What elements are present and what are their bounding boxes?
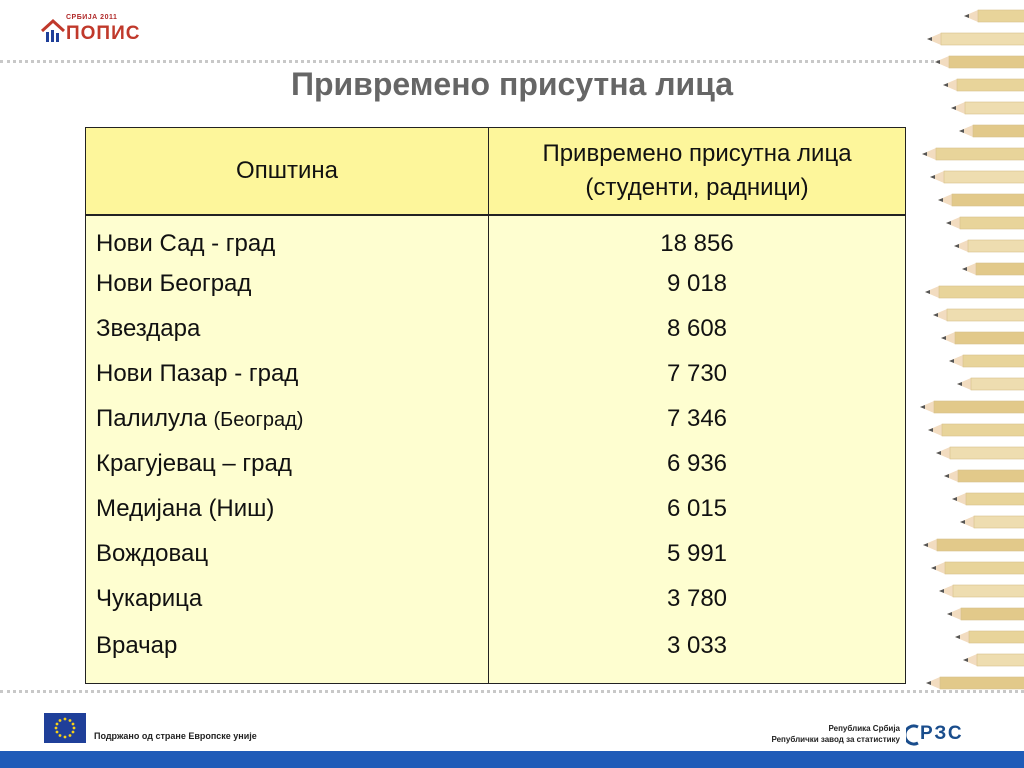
row-municipality bbox=[86, 396, 489, 441]
row-value: 5 991 bbox=[489, 531, 906, 576]
row-municipality-sub: (Београд) bbox=[213, 408, 304, 431]
row-municipality: Вождовац bbox=[86, 531, 489, 576]
header-value bbox=[489, 128, 906, 216]
row-value: 6 015 bbox=[489, 486, 906, 531]
table-row bbox=[86, 621, 906, 684]
rzs-line1: Република Србија bbox=[828, 724, 900, 733]
row-municipality: Врачар bbox=[86, 621, 489, 684]
logo-name: ПОПИС bbox=[66, 23, 141, 44]
table-row bbox=[86, 306, 906, 351]
table-row bbox=[86, 486, 906, 531]
rzs-circle-icon bbox=[906, 724, 920, 746]
popis-logo bbox=[40, 14, 140, 48]
row-value: 3 780 bbox=[489, 576, 906, 621]
table-row bbox=[86, 396, 906, 441]
data-table bbox=[85, 127, 906, 684]
row-value: 7 730 bbox=[489, 351, 906, 396]
row-municipality-name: Палилула bbox=[96, 404, 207, 432]
eu-flag-icon bbox=[44, 713, 86, 743]
top-dotted-divider bbox=[0, 60, 1024, 63]
row-value: 3 033 bbox=[489, 621, 906, 684]
header-value-line2: (студенти, радници) bbox=[585, 174, 809, 201]
bottom-dotted-divider bbox=[0, 690, 1024, 693]
bottom-blue-bar bbox=[0, 751, 1024, 768]
pencil-border-decoration bbox=[905, 0, 1024, 690]
row-value: 7 346 bbox=[489, 396, 906, 441]
table-header-row bbox=[86, 128, 906, 216]
table-row bbox=[86, 531, 906, 576]
house-icon bbox=[40, 18, 66, 44]
row-value: 18 856 bbox=[489, 215, 906, 261]
page-title: Привремено присутна лица bbox=[290, 66, 734, 102]
row-value: 9 018 bbox=[489, 261, 906, 306]
table-row bbox=[86, 215, 906, 261]
rzs-line2: Републички завод за статистику bbox=[771, 735, 900, 744]
table-row bbox=[86, 351, 906, 396]
row-municipality: Нови Београд bbox=[86, 261, 489, 306]
header-value-line1: Привремено присутна лица bbox=[542, 140, 852, 167]
row-value: 8 608 bbox=[489, 306, 906, 351]
row-value: 6 936 bbox=[489, 441, 906, 486]
rzs-logo-text: РЗС bbox=[920, 723, 964, 744]
row-municipality: Чукарица bbox=[86, 576, 489, 621]
header-municipality: Општина bbox=[86, 128, 489, 216]
table-row bbox=[86, 261, 906, 306]
rzs-logo bbox=[906, 722, 986, 748]
table-row bbox=[86, 576, 906, 621]
row-municipality: Нови Сад - град bbox=[86, 215, 489, 261]
logo-year: СРБИЈА 2011 bbox=[66, 14, 118, 21]
row-municipality: Нови Пазар - град bbox=[86, 351, 489, 396]
rzs-org-text bbox=[760, 723, 900, 745]
row-municipality: Медијана (Ниш) bbox=[86, 486, 489, 531]
row-municipality: Крагујевац – град bbox=[86, 441, 489, 486]
table-row bbox=[86, 441, 906, 486]
eu-support-text: Подржано од стране Европске уније bbox=[94, 731, 257, 741]
row-municipality: Звездара bbox=[86, 306, 489, 351]
